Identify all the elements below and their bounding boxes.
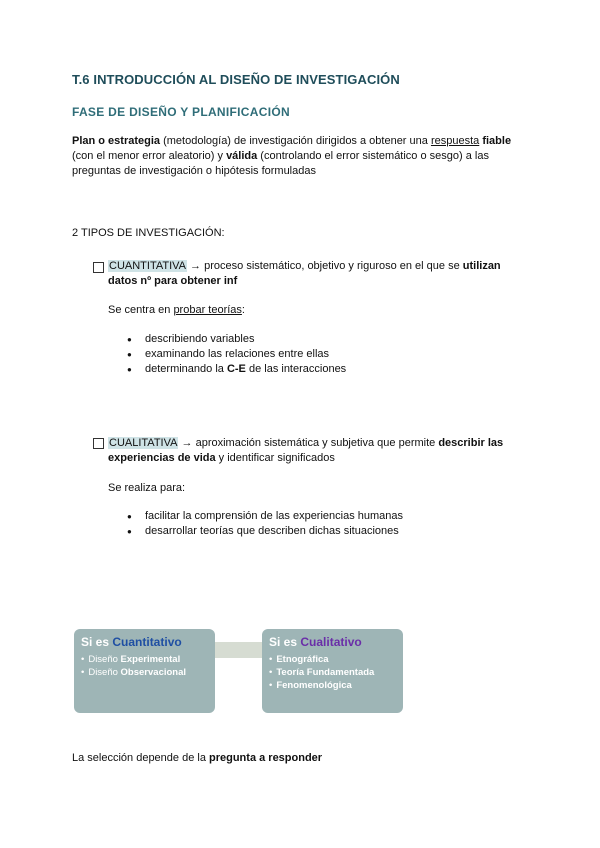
diagram-card-cualitativo [262, 629, 403, 713]
intro-bold-3: válida [226, 150, 258, 162]
card-list [74, 653, 215, 679]
qual-bullet-list [127, 509, 403, 539]
list-item: ● desarrollar teorías que describen dichas situaciones [127, 524, 403, 539]
card-title: Si es Cuantitativo [81, 635, 182, 649]
list-item: • Teoría Fundamentada [269, 667, 375, 678]
page-title: T.6 INTRODUCCIÓN AL DISEÑO DE INVESTIGACIÓN [72, 72, 400, 87]
footer-sentence: La selección depende de la pregunta a responder [72, 752, 323, 764]
list-item: ● describiendo variables [127, 332, 346, 347]
types-heading: 2 TIPOS DE INVESTIGACIÓN: [72, 227, 225, 239]
quant-focus: Se centra en probar teorías: [108, 304, 245, 316]
quant-label: CUANTITATIVA [109, 260, 186, 272]
diagram-connector [215, 642, 262, 658]
list-item: • Diseño Observacional [81, 667, 187, 678]
section-subtitle: FASE DE DISEÑO Y PLANIFICACIÓN [72, 105, 290, 119]
card-title: Si es Cualitativo [269, 635, 362, 649]
intro-underline: respuesta [430, 135, 480, 147]
list-item: ● examinando las relaciones entre ellas [127, 347, 346, 362]
card-list [262, 653, 403, 692]
quant-bullet-list [127, 332, 346, 377]
footer-bold: pregunta a responder [209, 752, 323, 764]
list-item: • Fenomenológica [269, 680, 352, 691]
intro-text-1: (metodología) de investigación dirigidos a obtener una [160, 135, 431, 147]
quant-paragraph: CUANTITATIVA → proceso sistemático, objetivo y riguroso en el que se utilizan datos nº para obtener inf [108, 260, 501, 287]
checkbox-cuantitativa[interactable] [93, 262, 104, 273]
intro-bold-1: Plan o estrategia [72, 135, 161, 147]
list-item: ● determinando la C-E de las interacciones [127, 362, 346, 377]
list-item: ● facilitar la comprensión de las experiencias humanas [127, 509, 403, 524]
intro-bold-2: fiable [482, 135, 512, 147]
checkbox-cualitativa[interactable] [93, 438, 104, 449]
list-item: • Etnográfica [269, 654, 329, 665]
quant-focus-link: probar teorías [173, 304, 242, 316]
quant-bold: utilizan datos nº para obtener inf [108, 260, 501, 287]
qual-purpose: Se realiza para: [108, 482, 186, 494]
list-item: • Diseño Experimental [81, 654, 181, 665]
qual-paragraph: CUALITATIVA → aproximación sistemática y subjetiva que permite describir las experiencias de vida y identificar significados [108, 437, 504, 464]
qual-label: CUALITATIVA [109, 437, 178, 449]
diagram-card-cuantitativo [74, 629, 215, 713]
qual-bold: describir las experiencias de vida [108, 437, 504, 464]
intro-paragraph: Plan o estrategia (metodología) de investigación dirigidos a obtener una respuesta fiable (con el menor error aleatorio) y válida (controlando el error sistemático o sesgo) a las preguntas de investigación o hipótesis formuladas [72, 135, 512, 177]
